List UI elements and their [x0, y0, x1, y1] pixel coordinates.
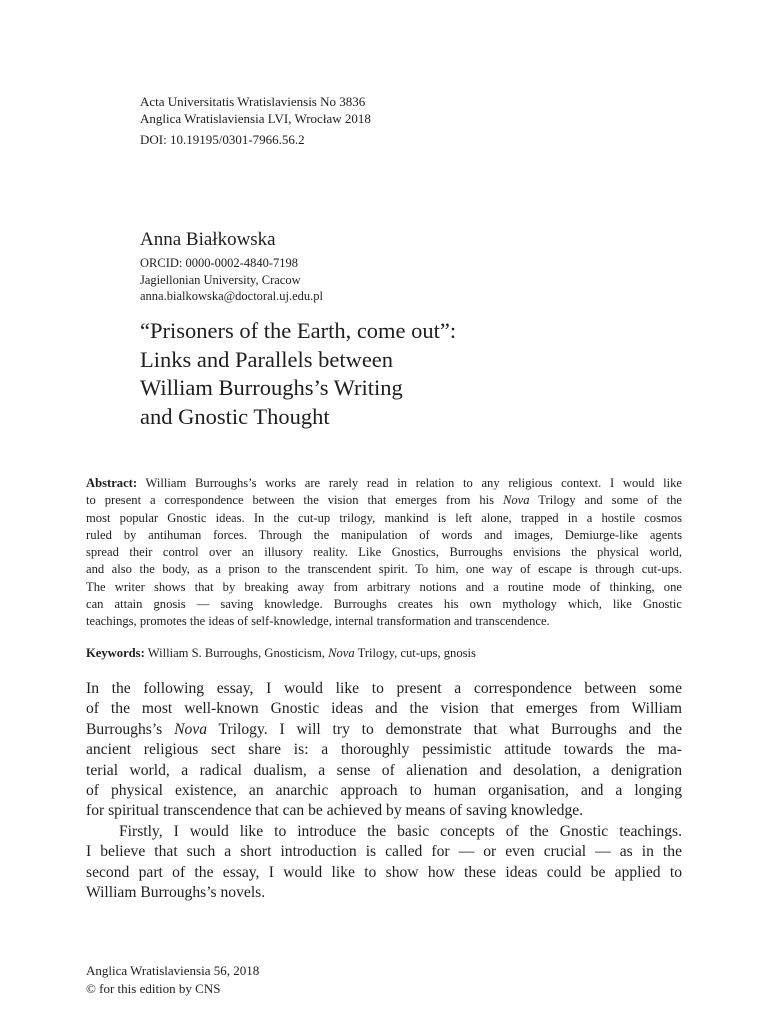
body-line: William Burroughs’s novels.: [86, 884, 266, 902]
abstract-label: Abstract:: [86, 476, 138, 490]
body-line: I believe that such a short introduction is called for — or even crucial — as in the: [86, 843, 682, 861]
keywords-text: Trilogy, cut-ups, gnosis: [357, 645, 476, 660]
abstract: [86, 475, 682, 630]
abstract-line: [86, 492, 682, 509]
body-text: [86, 679, 682, 903]
body-line: second part of the essay, I would like to show how these ideas could be applied to: [86, 863, 682, 881]
author-meta: [140, 255, 323, 305]
title-line: William Burroughs’s Writing: [140, 375, 403, 401]
abstract-line: The writer shows that by breaking away from arbitrary notions and a routine mode of thinking, one: [86, 579, 682, 594]
abstract-line: most popular Gnostic ideas. In the cut-up trilogy, mankind is left alone, trapped in a hostile cosmos: [86, 510, 682, 525]
footer-journal: Anglica Wratislaviensia 56, 2018: [86, 963, 260, 978]
page-footer: [86, 962, 259, 998]
book-title: Nova: [328, 645, 355, 660]
title-line: Links and Parallels between: [140, 346, 394, 372]
body-line: Firstly, I would like to introduce the basic concepts of the Gnostic teachings.: [119, 822, 682, 840]
body-line: In the following essay, I would like to present a correspondence between some: [86, 680, 682, 697]
body-line: of physical existence, an anarchic approach to human organisation, and a longing: [86, 782, 682, 800]
journal-name: Acta Universitatis Wratislaviensis No 3836: [140, 94, 366, 109]
keywords-text: William S. Burroughs, Gnosticism,: [147, 645, 325, 660]
footer-copyright: © for this edition by CNS: [86, 981, 221, 996]
title-line: and Gnostic Thought: [140, 404, 330, 430]
abstract-text: William Burroughs’s works are rarely read in relation to any religious context. I would like: [145, 476, 682, 490]
body-line: for spiritual transcendence that can be achieved by means of saving knowledge.: [86, 802, 584, 820]
abstract-text: to present a correspondence between the vision that emerges from his: [86, 493, 495, 508]
book-title: Nova: [174, 720, 207, 738]
article-title: [140, 317, 456, 432]
keywords-label: Keywords:: [86, 645, 145, 660]
abstract-text: Trilogy and some of the: [538, 493, 682, 508]
journal-volume: Anglica Wratislaviensia LVI, Wrocław 2018: [140, 111, 371, 126]
author-email: anna.bialkowska@doctoral.uj.edu.pl: [140, 289, 323, 304]
abstract-line: can attain gnosis — saving knowledge. Burroughs creates his own mythology which, like Gnostic: [86, 596, 682, 611]
abstract-line: [86, 475, 682, 492]
body-line: of the most well-known Gnostic ideas and the vision that emerges from William: [86, 700, 682, 718]
abstract-line: and also the body, as a prison to the transcendent spirit. To him, one way of escape is through cut-ups.: [86, 562, 682, 577]
abstract-line: ruled by antihuman forces. Through the manipulation of words and images, Demiurge-like agents: [86, 527, 682, 542]
author-affiliation: Jagiellonian University, Cracow: [140, 272, 301, 287]
book-title: Nova: [502, 493, 530, 508]
title-line: “Prisoners of the Earth, come out”:: [140, 318, 457, 343]
author-name: Anna Białkowska: [140, 229, 276, 250]
body-text-segment: Trilogy. I will try to demonstrate that what Burroughs and the: [218, 720, 683, 738]
body-line: ancient religious sect share is: a thoroughly pessimistic attitude towards the ma-: [86, 741, 682, 759]
keywords: [86, 645, 682, 662]
doi: DOI: 10.19195/0301-7966.56.2: [140, 132, 305, 147]
abstract-line: spread their control over an illusory reality. Like Gnostics, Burroughs envisions the physical world,: [86, 545, 682, 559]
author-block: [140, 229, 323, 305]
body-line: terial world, a radical dualism, a sense of alienation and desolation, a denigration: [86, 761, 682, 779]
abstract-line: teachings, promotes the ideas of self-knowledge, internal transformation and transcendence.: [86, 614, 550, 628]
author-orcid: ORCID: 0000-0002-4840-7198: [140, 256, 298, 270]
journal-header: [140, 93, 371, 148]
body-line: [86, 720, 682, 740]
body-text-segment: Burroughs’s: [86, 720, 163, 738]
